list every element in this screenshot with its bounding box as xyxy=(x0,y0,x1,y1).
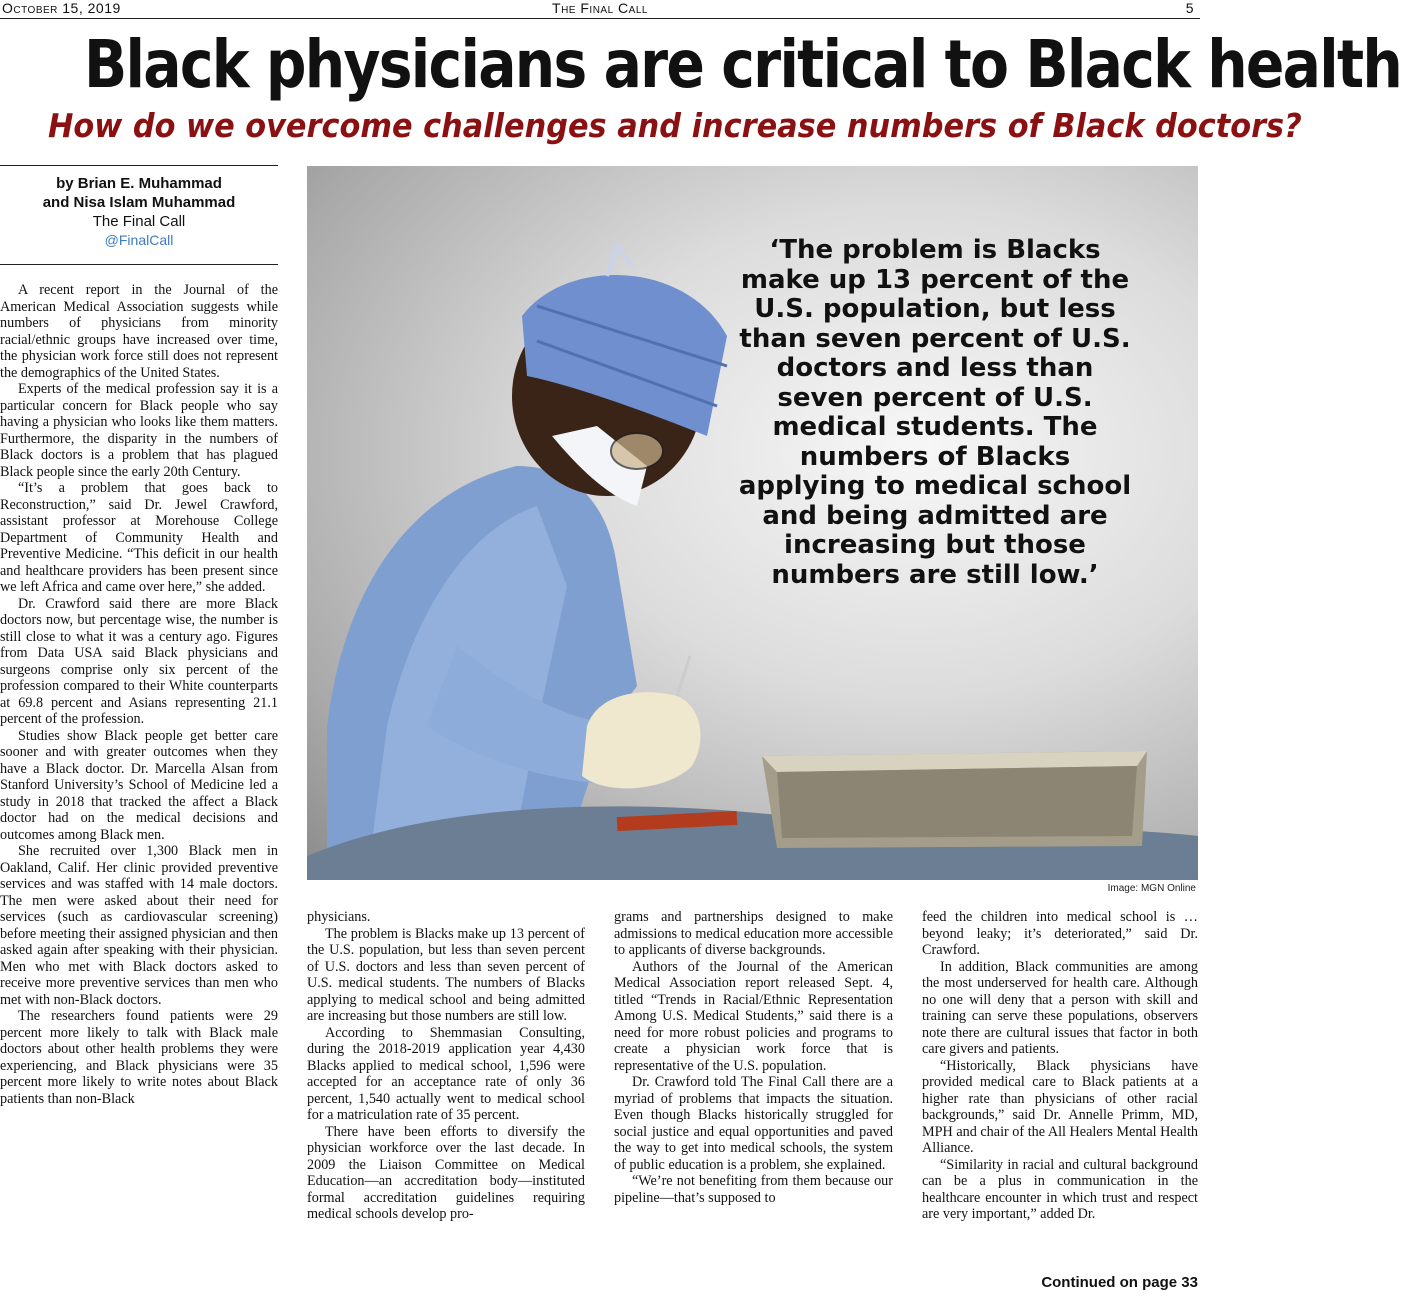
publication-name: The Final Call xyxy=(552,0,648,16)
page-header xyxy=(0,0,1200,19)
paragraph: There have been efforts to diversify the physician workforce over the last decade. In 2009 the Liaison Committee on Medical Education—an accreditation body—instituted formal accreditation guidelines requiring medical schools develop pro- xyxy=(307,1123,585,1222)
author-line-2: and Nisa Islam Muhammad xyxy=(42,194,236,211)
byline-outlet: The Final Call xyxy=(92,213,186,230)
page-number: 5 xyxy=(1185,0,1194,16)
headline: Black physicians are critical to Black health xyxy=(84,26,1401,103)
paragraph-continuation: feed the children into medical school is … beyond leaky; it’s deteriorated,” said Dr. Crawford. xyxy=(922,909,1198,958)
paragraph: Experts of the medical profession say it is a particular concern for Black people who say having a physician who looks like them matters. Furthermore, the disparity in the numbers of Black doctors is a problem that has plagued Black people since the early 20th Century. xyxy=(0,381,278,480)
paragraph: In addition, Black communities are among the most underserved for health care. Although no one will deny that a person with skill and training can serve these populations, observers note there are cultural issues that factor in both care givers and patients. xyxy=(922,958,1198,1057)
paragraph-continuation: physicians. xyxy=(307,909,371,925)
twitter-handle-link[interactable]: @FinalCall xyxy=(104,232,174,248)
subheadline: How do we overcome challenges and increase numbers of Black doctors? xyxy=(48,106,1302,145)
paragraph: She recruited over 1,300 Black men in Oakland, Calif. Her clinic provided preventive services and was staffed with 14 male doctors. The men were asked about their need for services (such as cardiovascular screening) before meeting their assigned physician and then asked again after speaking with their physician. Men who met with Black doctors asked to receive more preventive services than men who met with non-Black doctors. xyxy=(0,843,278,1008)
paragraph: Studies show Black people get better care sooner and with greater outcomes when they have a Black doctor. Dr. Marcella Alsan from Stanford University’s School of Medicine led a study in 2018 that tracked the affect a Black doctor had on the medical decisions and outcomes among Black men. xyxy=(0,727,278,843)
pull-quote: ‘The problem is Blacks make up 13 percent of the U.S. population, but less than seven percent of U.S. doctors and less than seven percent of U.S. medical students. The numbers of Blacks applying to medical school and being admitted are increasing but those numbers are still low.’ xyxy=(738,235,1132,590)
paragraph: A recent report in the Journal of the American Medical Association suggests while numbers of physicians from minority racial/ethnic groups have increased over time, the physician work force still does not represent the demographics of the United States. xyxy=(0,282,278,381)
article-column-1 xyxy=(0,282,278,1107)
paragraph: The researchers found patients were 29 percent more likely to talk with Black male doctors about other health problems they were experiencing, and Black physicians were 35 percent more likely to write notes about Black patients than non-Black xyxy=(0,1008,278,1107)
article-column-2 xyxy=(307,909,585,1223)
issue-date: October 15, 2019 xyxy=(2,0,121,16)
paragraph-continuation: grams and partnerships designed to make admissions to medical education more accessible to applicants of diverse backgrounds. xyxy=(614,909,893,958)
paragraph: Authors of the Journal of the American Medical Association report released Sept. 4, titled “Trends in Racial/Ethnic Representation Among U.S. Medical Students,” said there is a need for more robust policies and programs to create a physician work force that is representative of the U.S. population. xyxy=(614,958,893,1074)
photo-credit: Image: MGN Online xyxy=(1107,883,1196,894)
paragraph: “We’re not benefiting from them because our pipeline—that’s supposed to xyxy=(614,1173,893,1206)
article-column-4 xyxy=(922,909,1198,1223)
author-line-1: by Brian E. Muhammad xyxy=(56,175,222,192)
article-column-3 xyxy=(614,909,893,1206)
paragraph: “Historically, Black physicians have provided medical care to Black patients at a higher rate than physicians of other racial backgrounds,” said Dr. Annelle Primm, MD, MPH and chair of the All Healers Mental Health Alliance. xyxy=(922,1057,1198,1156)
byline xyxy=(0,165,278,265)
paragraph: “It’s a problem that goes back to Reconstruction,” said Dr. Jewel Crawford, assistant professor at Morehouse College Department of Community Health and Preventive Medicine. “This deficit in our health and healthcare providers has been present since we left Africa and came over here,” she added. xyxy=(0,480,278,595)
paragraph: According to Shemmasian Consulting, during the 2018-2019 application year 4,430 Blacks applied to medical school, 1,596 were accepted for an acceptance rate of only 36 percent, 1,540 actually went to medical school for a matriculation rate of 35 percent. xyxy=(307,1024,585,1123)
paragraph: The problem is Blacks make up 13 percent of the U.S. population, but less than seven percent of U.S. doctors and less than seven percent of U.S. medical students. The numbers of Blacks applying to medical school and being admitted are increasing but those numbers are still low. xyxy=(307,925,585,1024)
paragraph: Dr. Crawford said there are more Black doctors now, but percentage wise, the number is still close to what it was a century ago. Figures from Data USA said Black physicians and surgeons comprise only six percent of the profession compared to their White counterparts at 69.8 percent and Asians representing 21.1 percent of the profession. xyxy=(0,595,278,727)
surgeon-photo xyxy=(307,166,1198,880)
paragraph: “Similarity in racial and cultural background can be a plus in communication in the healthcare encounter in which trust and respect are very important,” added Dr. xyxy=(922,1156,1198,1222)
paragraph: Dr. Crawford told The Final Call there are a myriad of problems that impacts the situation. Even though Blacks historically struggled for social justice and equal opportunities and paved the way to get into medical schools, the system of public education is a problem, she explained. xyxy=(614,1074,893,1173)
continued-on-page-link[interactable]: Continued on page 33 xyxy=(1041,1274,1198,1291)
